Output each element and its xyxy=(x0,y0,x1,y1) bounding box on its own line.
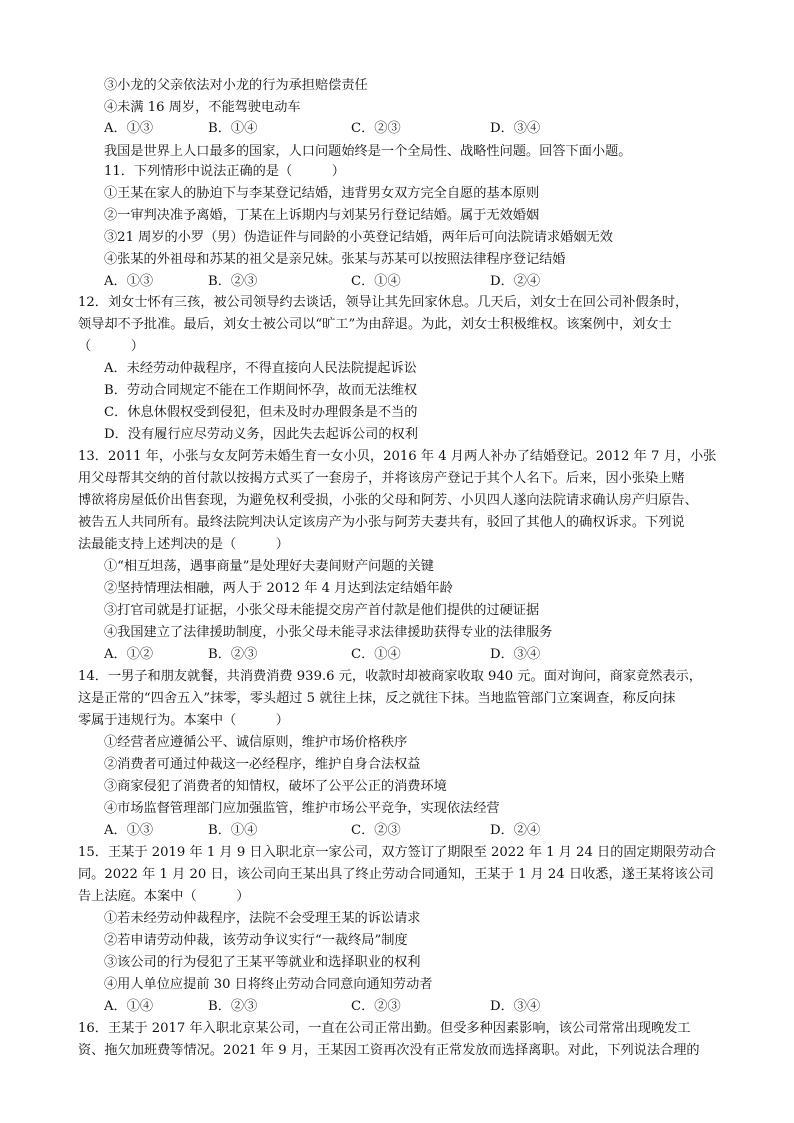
section-intro: 我国是世界上人口最多的国家，人口问题始终是一个全局性、战略性问题。回答下面小题。 xyxy=(104,144,632,159)
option-b: B．①④ xyxy=(208,121,258,136)
q13-item-1: ①“相互坦荡，遇事商量”是处理好夫妻间财产问题的关键 xyxy=(104,559,434,574)
q16-stem-line-1: 16．王某于 2017 年入职北京某公司，一直在公司正常出勤。但受多种因素影响，该公司常常出现晚发工 xyxy=(78,1021,691,1036)
q15-item-2: ②若申请劳动仲裁，该劳动争议实行“一裁终局”制度 xyxy=(104,933,408,948)
option-d: D．③④ xyxy=(490,121,541,136)
q14-item-4: ④市场监督管理部门应加强监管，维护市场公平竞争，实现依法经营 xyxy=(104,801,500,816)
q13-stem-line-4: 被告五人共同所有。最终法院判决认定该房产为小张与阿芳夫妻共有，驳回了其他人的确权诉求。下列说 xyxy=(78,515,685,530)
option-d: D．③④ xyxy=(490,647,541,662)
q13-stem-line-3: 博欲将房屋低价出售套现，为避免权利受损，小张的父母和阿芳、小贝四人遂向法院请求确认房产归原告、 xyxy=(78,493,698,508)
option-c: C．①④ xyxy=(351,274,401,289)
option-b: B．②③ xyxy=(208,647,258,662)
q14-item-2: ②消费者可通过仲裁这一必经程序，维护自身合法权益 xyxy=(104,757,421,772)
q16-stem-line-2: 资、拖欠加班费等情况。2021 年 9 月，王某因工资再次没有正常发放而选择离职。对此，下列说法合理的 xyxy=(78,1043,700,1058)
q15-item-3: ③该公司的行为侵犯了王某平等就业和选择职业的权利 xyxy=(104,955,421,970)
q10-item-4: ④未满 16 周岁，不能驾驶电动车 xyxy=(104,100,301,115)
q13-stem-line-2: 用父母帮其交纳的首付款以按揭方式买了一套房子，并将该房产登记于其个人名下。后来，因小张染上赌 xyxy=(78,471,685,486)
option-d: D．②④ xyxy=(490,823,541,838)
q14-stem-line-1: 14．一男子和朋友就餐，共消费消费 939.6 元，收款时却被商家收取 940 元。面对询问，商家竟然表示， xyxy=(78,669,702,684)
option-c: C．②③ xyxy=(351,121,401,136)
q11-item-3: ③21 周岁的小罗（男）伪造证件与同龄的小英登记结婚，两年后可向法院请求婚姻无效 xyxy=(104,230,613,245)
q12-option-d: D．没有履行应尽劳动义务，因此失去起诉公司的权利 xyxy=(104,427,418,442)
q13-item-2: ②坚持情理法相融，两人于 2012 年 4 月达到法定结婚年龄 xyxy=(104,581,453,596)
q11-stem: 11．下列情形中说法正确的是（ ） xyxy=(104,164,345,179)
q14-stem-line-3: 零属于违规行为。本案中（ ） xyxy=(78,713,289,728)
q13-stem-line-1: 13．2011 年，小张与女友阿芳未婚生育一女小贝，2016 年 4 月两人补办了结婚登记。2012 年 7 月，小张 xyxy=(78,449,717,464)
q12-stem-line-1: 12．刘女士怀有三孩，被公司领导约去谈话，领导让其先回家休息。几天后，刘女士在回公司补假条时， xyxy=(78,295,689,310)
option-c: C．②③ xyxy=(351,823,401,838)
q13-item-4: ④我国建立了法律援助制度，小张父母未能寻求法律援助获得专业的法律服务 xyxy=(104,625,553,640)
q15-stem-line-2: 同。2022 年 1 月 20 日，该公司向王某出具了终止劳动合同通知，王某于 1 月 24 日收悉，遂王某将该公司 xyxy=(78,867,714,882)
q14-item-1: ①经营者应遵循公平、诚信原则，维护市场价格秩序 xyxy=(104,735,408,750)
option-a: A．①③ xyxy=(104,121,154,136)
q15-item-4: ④用人单位应提前 30 日将终止劳动合同意向通知劳动者 xyxy=(104,977,433,992)
option-a: A．①③ xyxy=(104,823,154,838)
q12-stem-line-2: 领导却不予批准。最后，刘女士被公司以“旷工”为由辞退。为此，刘女士积极维权。该案例中，刘女士 xyxy=(78,317,672,332)
q11-item-1: ①王某在家人的胁迫下与李某登记结婚，违背男女双方完全自愿的基本原则 xyxy=(104,186,540,201)
q15-stem-line-3: 告上法庭。本案中（ ） xyxy=(78,889,250,904)
q15-item-1: ①若未经劳动仲裁程序，法院不会受理王某的诉讼请求 xyxy=(104,911,421,926)
option-b: B．①④ xyxy=(208,823,258,838)
option-d: D．③④ xyxy=(490,999,541,1014)
option-a: A．①④ xyxy=(104,999,154,1014)
q10-item-3: ③小龙的父亲依法对小龙的行为承担赔偿责任 xyxy=(104,78,368,93)
option-a: A．①③ xyxy=(104,274,154,289)
option-c: C．①④ xyxy=(351,647,401,662)
q15-stem-line-1: 15．王某于 2019 年 1 月 9 日入职北京一家公司，双方签订了期限至 2022 年 1 月 24 日的固定期限劳动合 xyxy=(78,845,716,860)
option-c: C．②③ xyxy=(351,999,401,1014)
q12-option-a: A．未经劳动仲裁程序，不得直接向人民法院提起诉讼 xyxy=(104,361,417,376)
q11-item-2: ②一审判决准予离婚，丁某在上诉期内与刘某另行登记结婚。属于无效婚姻 xyxy=(104,208,540,223)
q13-stem-line-5: 法最能支持上述判决的是（ ） xyxy=(78,537,289,552)
q14-item-3: ③商家侵犯了消费者的知情权，破坏了公平公正的消费环境 xyxy=(104,779,447,794)
option-b: B．②③ xyxy=(208,274,258,289)
option-d: D．②④ xyxy=(490,274,541,289)
q11-item-4: ④张某的外祖母和苏某的祖父是亲兄妹。张某与苏某可以按照法律程序登记结婚 xyxy=(104,252,566,267)
q13-item-3: ③打官司就是打证据，小张父母未能提交房产首付款是他们提供的过硬证据 xyxy=(104,603,540,618)
option-a: A．①② xyxy=(104,647,154,662)
q12-stem-line-3: （ ） xyxy=(78,339,144,354)
q12-option-c: C．休息休假权受到侵犯，但未及时办理假条是不当的 xyxy=(104,405,418,420)
q12-option-b: B．劳动合同规定不能在工作期间怀孕，故而无法维权 xyxy=(104,383,418,398)
option-b: B．②③ xyxy=(208,999,258,1014)
q14-stem-line-2: 这是正常的“四舍五入”抹零，零头超过 5 就往上抹，反之就往下抹。当地监管部门立案调查，称反向抹 xyxy=(78,691,676,706)
